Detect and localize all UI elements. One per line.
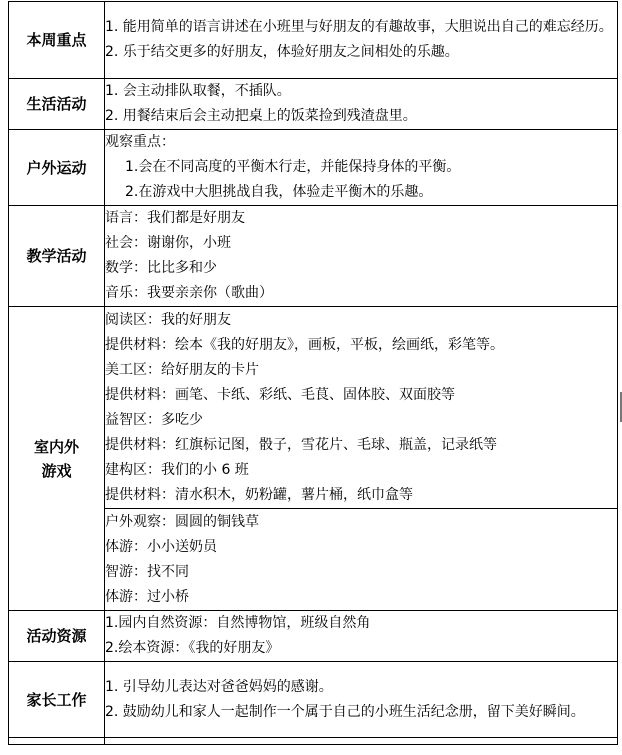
row-parents bbox=[9, 662, 618, 738]
teaching-math: 数学：比比多和少 bbox=[105, 260, 217, 276]
weekly-plan-table bbox=[8, 1, 618, 745]
games-outdoor-content bbox=[105, 509, 618, 611]
row-outdoor bbox=[9, 130, 618, 206]
daily-life-content bbox=[105, 79, 618, 130]
row-label-games bbox=[9, 307, 105, 611]
games-indoor-line-8: 提供材料：清水积木，奶粉罐，薯片桶，纸巾盒等 bbox=[105, 486, 413, 503]
row-trailing bbox=[9, 738, 618, 745]
games-indoor-line-1: 阅读区：我的好朋友 bbox=[105, 311, 231, 328]
games-indoor-line-2: 提供材料：绘本《我的好朋友》，画板，平板，绘画纸，彩笔等。 bbox=[105, 336, 504, 353]
games-indoor-line-3: 美工区：给好朋友的卡片 bbox=[105, 361, 259, 378]
daily-life-line-2: 2. 用餐结束后会主动把桌上的饭菜捡到残渣盘里。 bbox=[105, 108, 417, 124]
row-label-trailing bbox=[9, 738, 105, 745]
teaching-music: 音乐：我要亲亲你（歌曲） bbox=[105, 285, 273, 301]
teaching-social: 社会：谢谢你，小班 bbox=[105, 235, 231, 251]
weekly-focus-line-2: 2. 乐于结交更多的好朋友，体验好朋友之间相处的乐趣。 bbox=[105, 44, 459, 60]
outdoor-line-2: 2.在游戏中大胆挑战自我，体验走平衡木的乐趣。 bbox=[125, 184, 433, 200]
row-daily-life bbox=[9, 79, 618, 130]
games-outdoor-line-1: 户外观察：圆圆的铜钱草 bbox=[105, 513, 259, 530]
games-outdoor-line-2: 体游：小小送奶员 bbox=[105, 538, 217, 555]
games-indoor-line-4: 提供材料：画笔、卡纸、彩纸、毛茛、固体胶、双面胶等 bbox=[105, 386, 455, 403]
games-outdoor-line-3: 智游：找不同 bbox=[105, 563, 189, 580]
teaching-content bbox=[105, 206, 618, 307]
row-label-parents: 家长工作 bbox=[9, 662, 105, 738]
row-label-daily-life: 生活活动 bbox=[9, 79, 105, 130]
weekly-focus-content bbox=[105, 2, 618, 79]
outdoor-line-1: 1.会在不同高度的平衡木行走，并能保持身体的平衡。 bbox=[125, 159, 461, 175]
games-indoor-line-6: 提供材料：红旗标记图，骰子，雪花片、毛球、瓶盖，记录纸等 bbox=[105, 436, 497, 453]
row-label-weekly-focus: 本周重点 bbox=[9, 2, 105, 79]
outdoor-focus-title: 观察重点： bbox=[105, 134, 175, 150]
games-indoor-line-5: 益智区：多吃少 bbox=[105, 411, 203, 428]
row-games-indoor bbox=[9, 307, 618, 509]
parents-content bbox=[105, 662, 618, 738]
daily-life-line-1: 1. 会主动排队取餐，不插队。 bbox=[105, 83, 291, 99]
row-weekly-focus bbox=[9, 2, 618, 79]
parents-line-1: 1. 引导幼儿表达对爸爸妈妈的感谢。 bbox=[105, 678, 333, 695]
weekly-focus-line-1: 1. 能用简单的语言讲述在小班里与好朋友的有趣故事，大胆说出自己的难忘经历。 bbox=[105, 19, 613, 35]
games-indoor-content bbox=[105, 307, 618, 509]
games-label-line-1: 室内外 bbox=[33, 437, 79, 456]
row-label-outdoor: 户外运动 bbox=[9, 130, 105, 206]
teaching-language: 语言：我们都是好朋友 bbox=[105, 210, 245, 226]
resources-content bbox=[105, 611, 618, 662]
resources-line-2: 2.绘本资源：《我的好朋友》 bbox=[105, 640, 280, 656]
row-label-resources: 活动资源 bbox=[9, 611, 105, 662]
row-label-teaching: 教学活动 bbox=[9, 206, 105, 307]
outdoor-content bbox=[105, 130, 618, 206]
row-resources bbox=[9, 611, 618, 662]
parents-line-2: 2. 鼓励幼儿和家人一起制作一个属于自己的小班生活纪念册，留下美好瞬间。 bbox=[105, 703, 585, 720]
resources-line-1: 1.园内自然资源：自然博物馆，班级自然角 bbox=[105, 615, 371, 631]
games-label-line-2: 游戏 bbox=[41, 461, 72, 480]
games-indoor-line-7: 建构区：我们的小 6 班 bbox=[105, 461, 249, 478]
row-teaching bbox=[9, 206, 618, 307]
trailing-content bbox=[105, 738, 618, 745]
games-outdoor-line-4: 体游：过小桥 bbox=[105, 588, 189, 605]
